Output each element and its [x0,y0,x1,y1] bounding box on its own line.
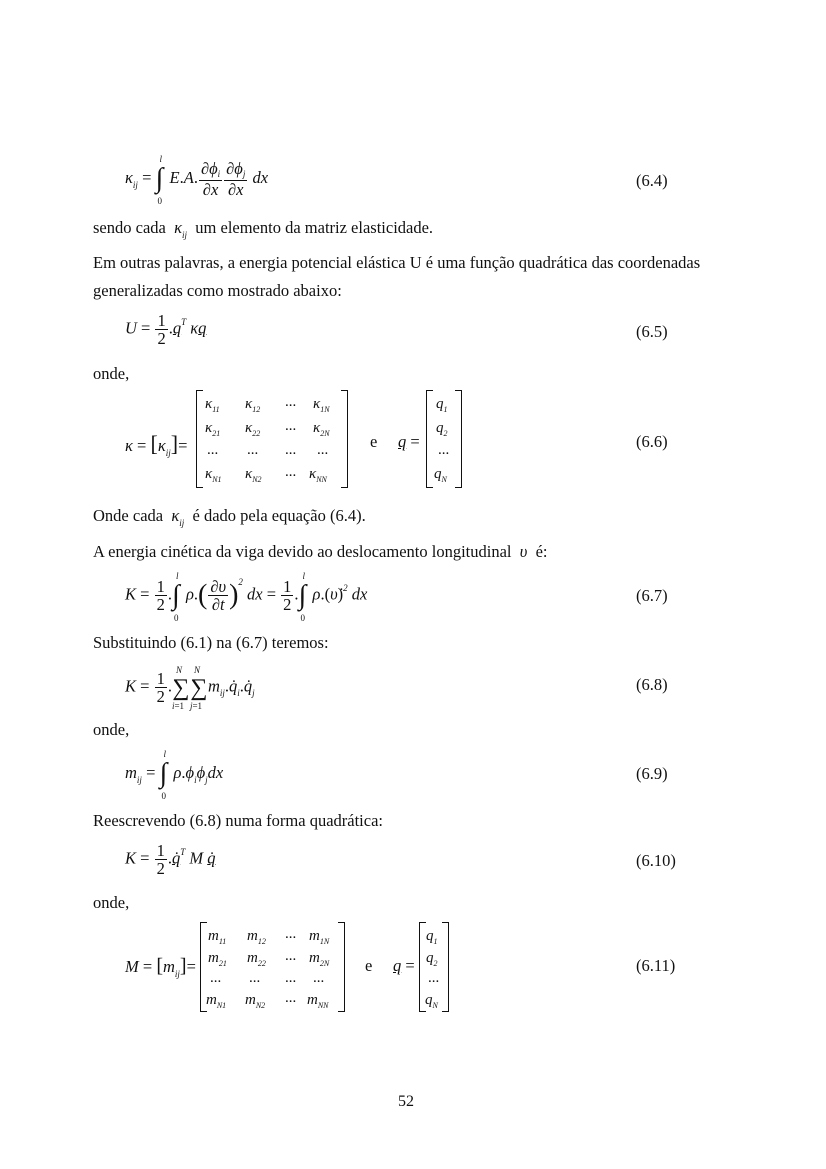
text-fragment: A energia cinética da viga devido ao deslocamento longitudinal [93,542,512,561]
paragraph: Reescrevendo (6.8) numa forma quadrática: [93,811,383,830]
equation-6-9: $m_{ij}$ = ∫ l 0 $\rho.\phi_i\phi_jdx$ [125,749,224,801]
ellipsis: ... [285,948,297,964]
ellipsis: ... [285,464,297,480]
ellipsis: ... [210,970,222,986]
equation-6-10: K = $\frac{1}{2}$ .q̇$^T$ M q̇ [125,841,216,878]
paragraph: A energia cinética da viga devido ao deslocamento longitudinal υ é: [93,542,548,561]
equation-6-5: U = $\frac{1}{2}$ $.q^T$ κq [125,311,207,348]
ellipsis: ... [313,970,325,986]
equation-number: (6.9) [636,764,668,783]
text-fragment: é dado pela equação (6.4). [192,506,366,525]
ellipsis: ... [438,442,450,458]
text-fragment: Onde cada [93,506,164,525]
paragraph: onde, [93,893,130,912]
q-vector: $q_1$ $q_2$ ... $q_N$ [426,390,462,488]
ellipsis: ... [285,926,297,942]
paragraph-line: Em outras palavras, a energia potencial elástica U é uma função quadrática das coordenadas [93,253,701,272]
mass-matrix: $m_{11}$ $m_{12}$ ... $m_{1N}$ $m_{21}$ $m_{22}$ ... $m_{2N}$ ... ... ... ... $m_{N1}$ $m_{N2}$ ... $m_{NN}$ [200,922,345,1012]
conjunction: e [365,956,373,975]
ellipsis: ... [285,442,297,458]
paragraph: onde, [93,364,130,383]
equation-number: (6.11) [636,956,676,975]
paragraph-line: generalizadas como mostrado abaixo: [93,281,342,300]
page-number: 52 [398,1093,414,1110]
ellipsis: ... [207,442,219,458]
equation-6-6-q: q = [398,432,420,451]
ellipsis: ... [285,394,297,410]
ellipsis: ... [249,970,261,986]
equation-6-11-lhs: $M = [m_{ij}]=$ [125,955,196,979]
paragraph: onde, [93,720,130,739]
equation-number: (6.5) [636,322,668,341]
ellipsis: ... [317,442,329,458]
q-vector-2: $q_1$ $q_2$ ... $q_N$ [419,922,449,1012]
ellipsis: ... [285,990,297,1006]
ellipsis: ... [428,970,440,986]
text-fragment: sendo cada [93,218,166,237]
ellipsis: ... [247,442,259,458]
equation-6-6-lhs: $\kappa = [\kappa_{ij}]=$ [125,431,188,458]
equation-6-8: K = $\frac{1}{2}$ .∑ N i=1 ∑ N j=1 $m_{ij}.q̇_i.q̇_j$ [125,664,255,711]
equation-6-11-q: q = [393,956,415,975]
paragraph: sendo cada $\kappa_{ij}$ um elemento da matriz elasticidade. [93,218,434,240]
equation-number: (6.7) [636,586,668,605]
equation-number: (6.10) [636,851,676,870]
equation-6-7: K = $\frac{1}{2}$ .∫ l 0 ρ.( $\frac{\partial\upsilon}{\partial t}$ )$^2$ dx = $\frac{1}{2}$ .∫ l 0 ρ.(υ̇)$^2$ dx [125,570,368,623]
equation-number: (6.8) [636,675,668,694]
ellipsis: ... [285,970,297,986]
text-fragment: é: [535,542,548,561]
paragraph: Onde cada $\kappa_{ij}$ é dado pela equação (6.4). [93,506,366,528]
paragraph: Substituindo (6.1) na (6.7) teremos: [93,633,329,652]
text-fragment: um elemento da matriz elasticidade. [195,218,434,237]
equation-6-4: $\kappa_{ij}$ = ∫ l 0 E.A. $\frac{\partial\phi i}{\partial x}$ $\frac{\partial\phi j}{\partial x}$ dx [125,154,269,206]
equation-number: (6.4) [636,171,668,190]
kappa-matrix: $\kappa_{11}$ $\kappa_{12}$ ... $\kappa_{1N}$ $\kappa_{21}$ $\kappa_{22}$ ... $\kappa_{2N}$ ... ... ... ... $\kappa_{N1}$ $\kappa_{N2}$ ... $\kappa_{NN}$ [196,390,348,488]
equation-number: (6.6) [636,432,668,451]
conjunction: e [370,432,378,451]
ellipsis: ... [285,418,297,434]
